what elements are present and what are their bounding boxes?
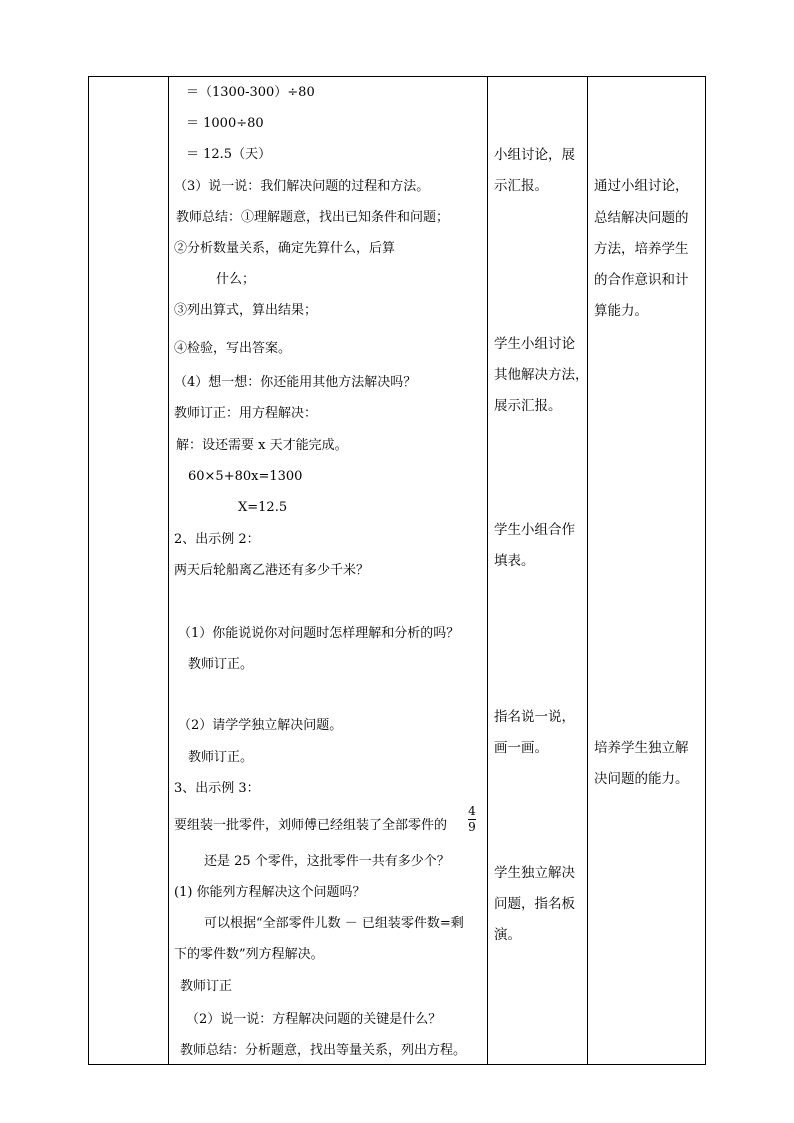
lesson-line: （3）说一说：我们解决问题的过程和方法。	[174, 179, 430, 194]
purpose-line: 的合作意识和计	[594, 272, 689, 288]
lesson-line: 两天后轮船离乙港还有多少千米？	[174, 563, 370, 578]
purpose-line: 培养学生独立解	[594, 740, 689, 756]
lesson-line: 解：设还需要 x 天才能完成。	[176, 438, 348, 453]
lesson-line: 教师订正。	[188, 657, 254, 672]
lesson-line: 可以根据“全部零件儿数 － 已组装零件数=剩	[204, 916, 464, 931]
lesson-line: ＝ 12.5（天）	[186, 147, 272, 162]
column-divider	[168, 77, 169, 1064]
student-line: 其他解决方法，	[494, 367, 589, 383]
lesson-line: 教师订正	[180, 979, 233, 994]
student-line: 展示汇报。	[494, 398, 562, 414]
lesson-line: ②分析数量关系，确定先算什么，后算	[174, 241, 396, 256]
lesson-line: 要组装一批零件，刘师傅已经组装了全部零件的	[174, 818, 448, 833]
student-line: 学生小组合作	[494, 522, 575, 538]
purpose-line: 方法，培养学生	[594, 241, 689, 257]
student-line: 问题，指名板	[494, 896, 575, 912]
lesson-line: 教师总结：①理解题意，找出已知条件和问题；	[176, 210, 450, 225]
lesson-line: ④检验，写出答案。	[174, 341, 292, 356]
lesson-line: (1) 你能列方程解决这个问题吗？	[174, 885, 366, 900]
purpose-line: 算能力。	[594, 303, 648, 319]
lesson-line: （2）请学学独立解决问题。	[178, 718, 343, 733]
student-line: 填表。	[494, 553, 535, 569]
student-line: 画一画。	[494, 740, 548, 756]
lesson-line: 教师总结：分析题意，找出等量关系，列出方程。	[180, 1043, 467, 1058]
fraction-numerator: 4	[468, 804, 476, 818]
student-line: 示汇报。	[494, 178, 548, 194]
lesson-line: 教师订正：用方程解决：	[174, 406, 318, 421]
column-divider	[487, 77, 488, 1064]
fraction-denominator: 9	[468, 820, 476, 834]
student-line: 指名说一说，	[494, 709, 575, 725]
lesson-line: 3、出示例 3：	[174, 781, 260, 796]
purpose-line: 决问题的能力。	[594, 771, 689, 787]
lesson-line: （1）你能说说你对问题时怎样理解和分析的吗？	[178, 626, 460, 641]
lesson-line: ＝（1300-300）÷80	[186, 85, 315, 100]
lesson-line: X=12.5	[238, 500, 288, 515]
lesson-line: ③列出算式，算出结果；	[174, 303, 318, 318]
column-divider	[587, 77, 588, 1064]
lesson-line: 什么；	[216, 272, 256, 287]
student-line: 学生独立解决	[494, 865, 575, 881]
lesson-line: 60×5+80x=1300	[188, 469, 303, 484]
lesson-line: （4）想一想：你还能用其他方法解决吗？	[174, 375, 417, 390]
lesson-line: 2、出示例 2：	[174, 532, 260, 547]
student-line: 学生小组讨论	[494, 336, 575, 352]
student-line: 小组讨论，展	[494, 147, 575, 163]
student-line: 演。	[494, 927, 521, 943]
lesson-line: ＝ 1000÷80	[186, 116, 264, 131]
lesson-line: 下的零件数”列方程解决。	[174, 947, 324, 962]
lesson-line: 还是 25 个零件，这批零件一共有多少个？	[204, 854, 450, 869]
lesson-line: （2）说一说：方程解决问题的关键是什么？	[186, 1012, 442, 1027]
lesson-line: 教师订正。	[188, 750, 254, 765]
purpose-line: 总结解决问题的	[594, 210, 689, 226]
purpose-line: 通过小组讨论，	[594, 178, 689, 194]
